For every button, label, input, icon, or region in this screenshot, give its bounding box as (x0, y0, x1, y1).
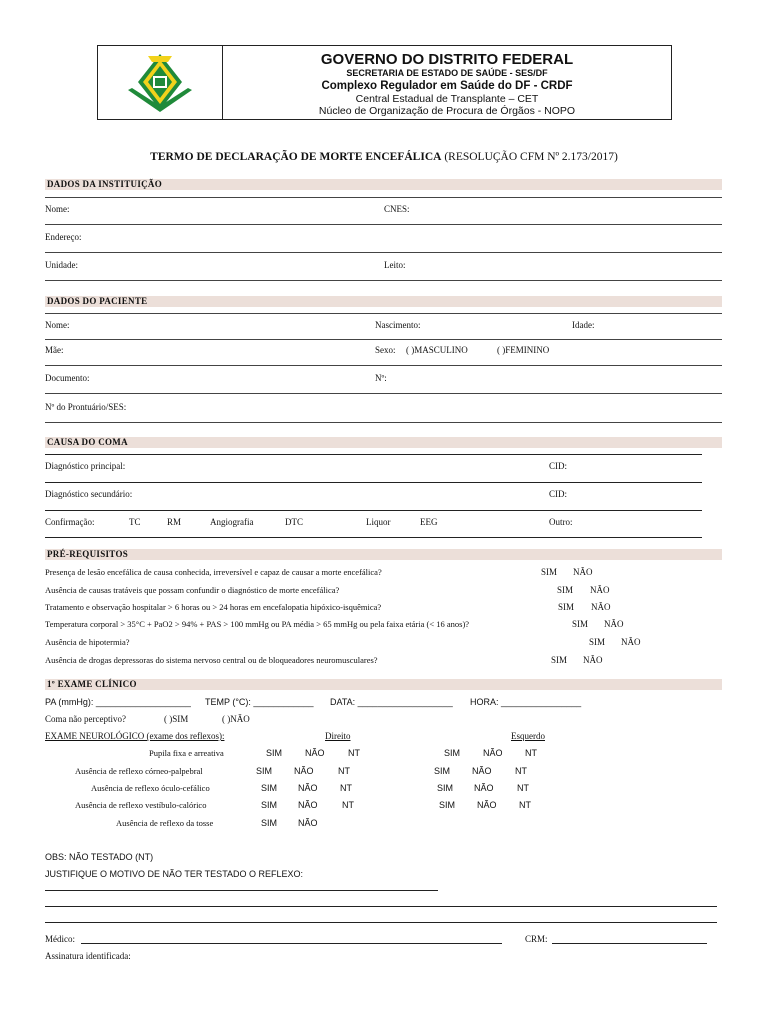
option-tc[interactable]: TC (129, 517, 141, 527)
reflex-right-sim[interactable]: SIM (256, 766, 273, 776)
divider (45, 313, 722, 314)
header-central: Central Estadual de Transplante – CET (355, 93, 539, 105)
label-leito: Leito: (384, 260, 406, 270)
section-exame-heading: 1º EXAME CLÍNICO (47, 679, 137, 689)
field-temp[interactable]: TEMP (°C): ____________ (205, 697, 314, 707)
prereq-item-nao[interactable]: NÃO (590, 585, 610, 595)
prereq-item-sim[interactable]: SIM (558, 602, 575, 612)
section-coma (45, 437, 722, 448)
option-dtc[interactable]: DTC (285, 517, 303, 527)
reflex-right-sim[interactable]: SIM (261, 783, 278, 793)
label-exame-neurologico: EXAME NEUROLÓGICO (exame dos reflexos): (45, 731, 225, 741)
label-diagnostico-secundario: Diagnóstico secundário: (45, 489, 133, 499)
field-hora[interactable]: HORA: ________________ (470, 697, 582, 707)
reflex-label: Ausência de reflexo da tosse (116, 818, 214, 828)
reflex-left-sim[interactable]: SIM (434, 766, 451, 776)
reflex-right-nao[interactable]: NÃO (305, 748, 325, 758)
reflex-left-nao[interactable]: NÃO (472, 766, 492, 776)
label-obs: OBS: NÃO TESTADO (NT) (45, 852, 154, 862)
divider (45, 252, 722, 253)
section-exame (45, 679, 722, 690)
option-rm[interactable]: RM (167, 517, 182, 527)
divider (45, 422, 722, 423)
option-angiografia[interactable]: Angiografia (210, 517, 254, 527)
label-esquerdo: Esquerdo (511, 731, 545, 741)
prereq-item-nao[interactable]: NÃO (604, 619, 624, 629)
reflex-left-nt[interactable]: NT (517, 783, 529, 793)
reflex-right-nt[interactable]: NT (338, 766, 350, 776)
prereq-item-text: Temperatura corporal > 35°C + PaO2 > 94% + PAS > 100 mmHg ou PA média > 65 mmHg ou pela faixa etária (< 16 anos)? (45, 619, 470, 629)
label-cid-secundario: CID: (549, 489, 567, 499)
label-sexo: Sexo: (375, 345, 396, 355)
reflex-label: Ausência de reflexo óculo-cefálico (91, 783, 210, 793)
divider (45, 510, 702, 511)
prereq-item-text: Ausência de hipotermia? (45, 637, 130, 647)
section-paciente (45, 296, 722, 307)
label-outro: Outro: (549, 517, 573, 527)
header-text (223, 46, 671, 119)
label-assinatura: Assinatura identificada: (45, 951, 131, 961)
label-cid-principal: CID: (549, 461, 567, 471)
label-nome-instituicao: Nome: (45, 204, 70, 214)
justify-line[interactable] (45, 922, 717, 923)
title-bold: TERMO DE DECLARAÇÃO DE MORTE ENCEFÁLICA (150, 151, 442, 163)
header-complexo: Complexo Regulador em Saúde do DF - CRDF (321, 80, 573, 92)
header-secretaria: SECRETARIA DE ESTADO DE SAÚDE - SES/DF (346, 68, 548, 78)
label-crm: CRM: (525, 934, 548, 944)
prereq-item-nao[interactable]: NÃO (583, 655, 603, 665)
section-prereq-heading: PRÉ-REQUISITOS (47, 549, 129, 559)
reflex-label: Ausência de reflexo córneo-palpebral (75, 766, 203, 776)
field-pa[interactable]: PA (mmHg): ___________________ (45, 697, 191, 707)
prereq-item-sim[interactable]: SIM (557, 585, 574, 595)
section-instituicao-heading: DADOS DA INSTITUIÇÃO (47, 179, 163, 189)
reflex-right-nao[interactable]: NÃO (298, 800, 318, 810)
reflex-right-sim[interactable]: SIM (261, 818, 278, 828)
divider (45, 454, 702, 455)
prereq-item-text: Ausência de causas tratáveis que possam confundir o diagnóstico de morte encefálica? (45, 585, 340, 595)
reflex-right-nt[interactable]: NT (340, 783, 352, 793)
header-gov: GOVERNO DO DISTRITO FEDERAL (320, 51, 574, 68)
label-endereco: Endereço: (45, 232, 82, 242)
label-medico: Médico: (45, 934, 75, 944)
divider (45, 197, 722, 198)
title-normal: (RESOLUÇÃO CFM Nº 2.173/2017) (441, 151, 618, 163)
label-diagnostico-principal: Diagnóstico principal: (45, 461, 126, 471)
section-prereq (45, 549, 722, 560)
label-unidade: Unidade: (45, 260, 78, 270)
label-nascimento: Nascimento: (375, 320, 421, 330)
prereq-item-sim[interactable]: SIM (551, 655, 568, 665)
label-cnes: CNES: (384, 204, 410, 214)
section-instituicao (45, 179, 722, 190)
label-prontuario: Nº do Prontuário/SES: (45, 402, 127, 412)
medico-line[interactable] (81, 943, 502, 944)
divider (45, 224, 722, 225)
option-liquor[interactable]: Liquor (366, 517, 391, 527)
reflex-right-sim[interactable]: SIM (261, 800, 278, 810)
label-idade: Idade: (572, 320, 595, 330)
divider (45, 365, 722, 366)
prereq-item-nao[interactable]: NÃO (621, 637, 641, 647)
label-coma-perceptivo: Coma não perceptivo? (45, 714, 126, 724)
option-feminino[interactable]: ( )FEMININO (497, 345, 550, 355)
label-numero: Nº: (375, 373, 387, 383)
reflex-right-nt[interactable]: NT (348, 748, 360, 758)
document-title (0, 151, 768, 163)
reflex-right-nao[interactable]: NÃO (298, 818, 318, 828)
prereq-item-nao[interactable]: NÃO (591, 602, 611, 612)
reflex-left-nao[interactable]: NÃO (474, 783, 494, 793)
label-mae: Mãe: (45, 345, 64, 355)
logo-cell (98, 46, 223, 119)
prereq-item-text: Tratamento e observação hospitalar > 6 horas ou > 24 horas em encefalopatia hipóxico-isquêmica? (45, 602, 382, 612)
divider (45, 537, 702, 538)
reflex-right-nt[interactable]: NT (342, 800, 354, 810)
reflex-left-nt[interactable]: NT (519, 800, 531, 810)
reflex-left-sim[interactable]: SIM (439, 800, 456, 810)
label-direito: Direito (325, 731, 351, 741)
header-nucleo: Núcleo de Organização de Procura de Órgãos - NOPO (318, 105, 576, 117)
reflex-left-nt[interactable]: NT (515, 766, 527, 776)
prereq-item-sim[interactable]: SIM (541, 567, 558, 577)
label-confirmacao: Confirmação: (45, 517, 95, 527)
header-box (97, 45, 672, 120)
reflex-left-nao[interactable]: NÃO (477, 800, 497, 810)
justify-line[interactable] (45, 890, 438, 891)
prereq-item-nao[interactable]: NÃO (573, 567, 593, 577)
reflex-left-nt[interactable]: NT (525, 748, 537, 758)
divider (45, 482, 702, 483)
reflex-label: Pupila fixa e arreativa (149, 748, 224, 758)
reflex-left-nao[interactable]: NÃO (483, 748, 503, 758)
divider (45, 393, 722, 394)
divider (45, 339, 722, 340)
reflex-right-sim[interactable]: SIM (266, 748, 283, 758)
crm-line[interactable] (552, 943, 707, 944)
reflex-right-nao[interactable]: NÃO (298, 783, 318, 793)
option-masculino[interactable]: ( )MASCULINO (406, 345, 468, 355)
df-coat-of-arms-logo (122, 50, 198, 114)
label-justifique: JUSTIFIQUE O MOTIVO DE NÃO TER TESTADO O REFLEXO: (45, 869, 304, 879)
justify-line[interactable] (45, 906, 717, 907)
section-paciente-heading: DADOS DO PACIENTE (47, 296, 148, 306)
field-data[interactable]: DATA: ___________________ (330, 697, 453, 707)
option-coma-sim[interactable]: ( )SIM (164, 714, 189, 724)
label-documento: Documento: (45, 373, 90, 383)
reflex-left-sim[interactable]: SIM (437, 783, 454, 793)
option-eeg[interactable]: EEG (420, 517, 438, 527)
prereq-item-text: Presença de lesão encefálica de causa conhecida, irreversível e capaz de causar a morte encefálica? (45, 567, 382, 577)
reflex-left-sim[interactable]: SIM (444, 748, 461, 758)
option-coma-nao[interactable]: ( )NÃO (222, 714, 250, 724)
reflex-right-nao[interactable]: NÃO (294, 766, 314, 776)
divider (45, 280, 722, 281)
prereq-item-sim[interactable]: SIM (572, 619, 589, 629)
reflex-label: Ausência de reflexo vestíbulo-calórico (75, 800, 207, 810)
label-nome-paciente: Nome: (45, 320, 70, 330)
prereq-item-sim[interactable]: SIM (589, 637, 606, 647)
section-coma-heading: CAUSA DO COMA (47, 437, 128, 447)
prereq-item-text: Ausência de drogas depressoras do sistema nervoso central ou de bloqueadores neuromusculares? (45, 655, 378, 665)
